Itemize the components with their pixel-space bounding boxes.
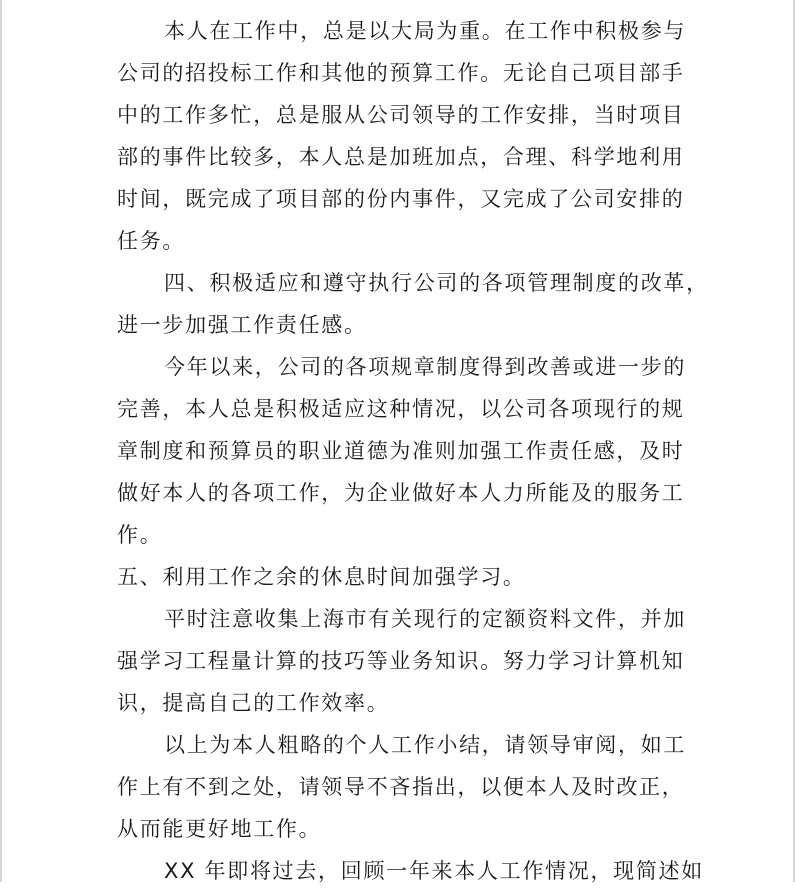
page-left-border [0, 0, 2, 882]
text-line: 中的工作多忙，总是服从公司领导的工作安排，当时项目 [117, 103, 685, 127]
text-line: 平时注意收集上海市有关现行的定额资料文件，并加 [164, 607, 687, 631]
text-line: 任务。 [117, 229, 186, 253]
text-line: 公司的招投标工作和其他的预算工作。无论自己项目部手 [117, 61, 685, 85]
text-line: 进一步加强工作责任感。 [117, 313, 367, 337]
text-line: XX 年即将过去，回顾一年来本人工作情况，现简述如 [164, 859, 704, 883]
text-line: 强学习工程量计算的技巧等业务知识。努力学习计算机知 [117, 649, 685, 673]
text-line: 作上有不到之处，请领导不吝指出，以便本人及时改正， [117, 775, 685, 799]
text-line: 时间，既完成了项目部的份内事件，又完成了公司安排的 [117, 187, 685, 211]
text-line: 四、积极适应和遵守执行公司的各项管理制度的改革， [164, 271, 709, 295]
text-line: 完善，本人总是积极适应这种情况，以公司各项现行的规 [117, 397, 685, 421]
text-line: 本人在工作中，总是以大局为重。在工作中积极参与 [164, 19, 687, 43]
text-line: 今年以来，公司的各项规章制度得到改善或进一步的 [164, 355, 687, 379]
text-line: 以上为本人粗略的个人工作小结，请领导审阅，如工 [164, 733, 687, 757]
text-line: 从而能更好地工作。 [117, 817, 322, 841]
text-line: 部的事件比较多，本人总是加班加点，合理、科学地利用 [117, 145, 685, 169]
document-body [117, 10, 709, 892]
text-line: 章制度和预算员的职业道德为准则加强工作责任感，及时 [117, 439, 685, 463]
text-line: 识，提高自己的工作效率。 [117, 691, 390, 715]
text-line: 作。 [117, 523, 163, 547]
text-line: 做好本人的各项工作，为企业做好本人力所能及的服务工 [117, 481, 685, 505]
text-line: 五、利用工作之余的休息时间加强学习。 [117, 565, 526, 589]
